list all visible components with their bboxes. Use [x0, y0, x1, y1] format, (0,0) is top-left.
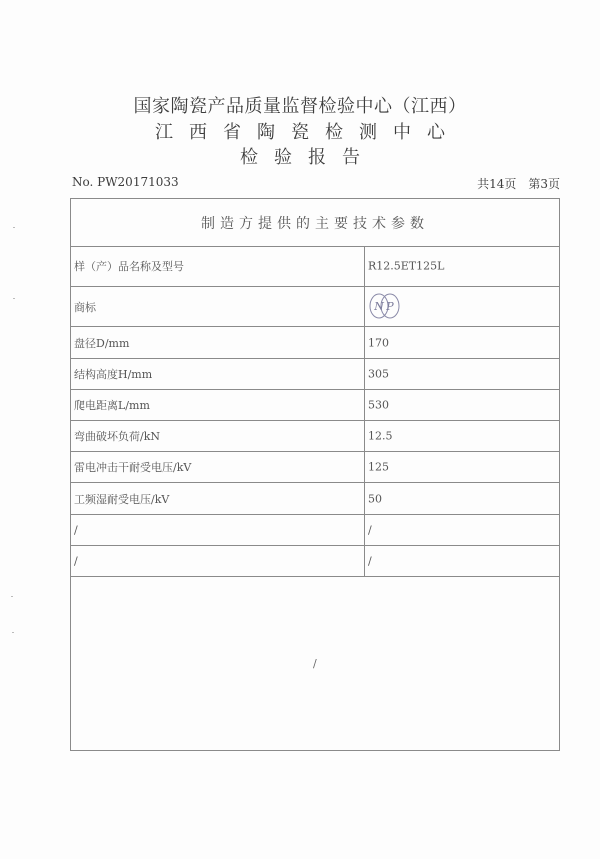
row-label: 盘径D/mm	[74, 336, 130, 350]
row-value: 305	[368, 367, 389, 381]
row-value: 50	[368, 492, 382, 505]
row-label: 样（产）品名称及型号	[74, 260, 184, 273]
row-value: 125	[368, 460, 389, 474]
report-number: No. PW20171033	[72, 175, 179, 189]
parameter-table	[70, 198, 560, 751]
row-label: 爬电距离L/mm	[74, 399, 150, 412]
row-label: /	[74, 523, 78, 537]
center-name: 国家陶瓷产品质量监督检验中心（江西）	[133, 96, 467, 117]
row-label: /	[74, 554, 78, 568]
table-row	[71, 546, 559, 577]
page-indicator: 共14页 第3页	[477, 177, 560, 191]
scan-speck	[12, 632, 14, 633]
logo-letter-p: P	[386, 300, 394, 313]
row-value: 530	[368, 398, 389, 412]
row-value: R12.5ET125L	[368, 259, 445, 273]
table-row	[71, 452, 559, 483]
table-row	[71, 483, 559, 515]
table-row	[71, 359, 559, 390]
scan-speck	[13, 298, 15, 299]
center-subname: 江西省陶瓷检测中心	[155, 122, 461, 143]
logo-letter-n: N	[374, 300, 384, 313]
row-label: 雷电冲击干耐受电压/kV	[74, 461, 192, 474]
scan-speck	[11, 596, 13, 597]
row-label: 工频湿耐受电压/kV	[74, 492, 170, 506]
table-row	[71, 246, 559, 287]
row-value: /	[368, 523, 372, 537]
row-label: 商标	[74, 300, 96, 314]
trademark-logo	[368, 291, 401, 321]
table-row	[71, 421, 559, 452]
row-value: 170	[368, 336, 389, 349]
table-row	[71, 515, 559, 546]
report-title: 检验报告	[240, 147, 376, 168]
table-row	[71, 287, 559, 327]
row-value: /	[368, 554, 372, 568]
blank-area-mark: /	[313, 657, 317, 670]
row-value: 12.5	[368, 429, 393, 443]
table-row	[71, 390, 559, 421]
row-label: 结构高度H/mm	[74, 368, 153, 381]
table-row	[71, 327, 559, 359]
scan-speck	[13, 227, 15, 228]
row-label: 弯曲破坏负荷/kN	[74, 430, 160, 443]
table-heading: 制造方提供的主要技术参数	[71, 199, 559, 247]
